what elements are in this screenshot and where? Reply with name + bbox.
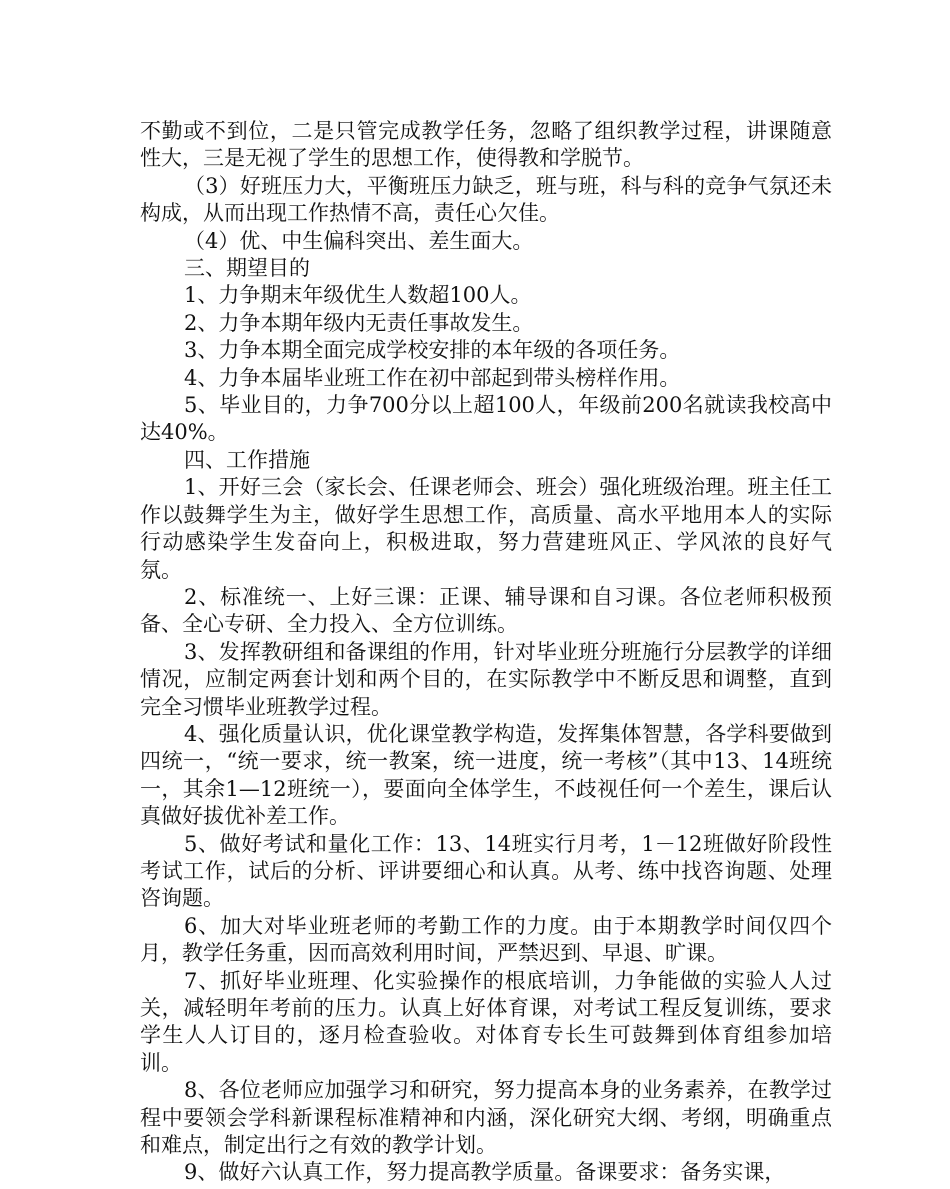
measure-item-7: 7、抓好毕业班理、化实验操作的根底培训，力争能做的实验人人过关，减轻明年考前的压力。认真上好体育课，对考试工程反复训练，要求学生人人订目的，逐月检查验收。对体育专长生可鼓舞到体育组参加培训。 — [140, 968, 832, 1075]
goal-item-4: 4、力争本届毕业班工作在初中部起到带头榜样作用。 — [184, 365, 681, 390]
goal-item-3: 3、力争本期全面完成学校安排的本年级的各项任务。 — [184, 338, 681, 363]
goal-item-2: 2、力争本期年级内无责任事故发生。 — [184, 310, 534, 335]
paragraph-3: （4）优、中生偏科突出、差生面大。 — [184, 228, 534, 253]
section-heading-measures: 四、工作措施 — [184, 447, 310, 472]
section-heading-goals: 三、期望目的 — [184, 256, 310, 281]
paragraph-1: 不勤或不到位，二是只管完成教学任务，忽略了组织教学过程，讲课随意性大，三是无视了学生的思想工作，使得教和学脱节。 — [140, 119, 832, 171]
goal-item-5: 5、毕业目的，力争700分以上超100人，年级前200名就读我校高中达40%。 — [140, 393, 832, 445]
measure-item-3: 3、发挥教研组和备课组的作用，针对毕业班分班施行分层教学的详细情况，应制定两套计划和两个目的，在实际教学中不断反思和调整，直到完全习惯毕业班教学过程。 — [140, 639, 832, 719]
measure-item-8: 8、各位老师应加强学习和研究，努力提高本身的业务素养，在教学过程中要领会学科新课程标准精神和内涵，深化研究大纲、考纲，明确重点和难点，制定出行之有效的教学计划。 — [140, 1078, 832, 1158]
document-page — [140, 118, 832, 1187]
measure-item-1: 1、开好三会（家长会、任课老师会、班会）强化班级治理。班主任工作以鼓舞学生为主，做好学生思想工作，高质量、高水平地用本人的实际行动感染学生发奋向上，积极进取，努力营建班风正、学风浓的良好气氛。 — [140, 475, 832, 582]
goal-item-1: 1、力争期末年级优生人数超100人。 — [184, 283, 532, 308]
measure-item-6: 6、加大对毕业班老师的考勤工作的力度。由于本期教学时间仅四个月，教学任务重，因而高效利用时间，严禁迟到、早退、旷课。 — [140, 913, 832, 966]
measure-item-2: 2、标准统一、上好三课：正课、辅导课和自习课。各位老师积极预备、全心专研、全力投入、全方位训练。 — [140, 584, 832, 637]
measure-item-9: 9、做好六认真工作，努力提高教学质量。备课要求：备务实课， — [184, 1160, 786, 1185]
paragraph-2: （3）好班压力大，平衡班压力缺乏，班与班，科与科的竞争气氛还未构成，从而出现工作热情不高，责任心欠佳。 — [140, 173, 832, 226]
measure-item-5: 5、做好考试和量化工作：13、14班实行月考，1－12班做好阶段性考试工作，试后的分析、评讲要细心和认真。从考、练中找咨询题、处理咨询题。 — [140, 831, 832, 911]
measure-item-4: 4、强化质量认识，优化课堂教学构造，发挥集体智慧，各学科要做到四统一，“统一要求，统一教案，统一进度，统一考核”（其中13、14班统一，其余1—12班统一），要面向全体学生，不歧视任何一个差生，课后认真做好拔优补差工作。 — [140, 721, 832, 829]
